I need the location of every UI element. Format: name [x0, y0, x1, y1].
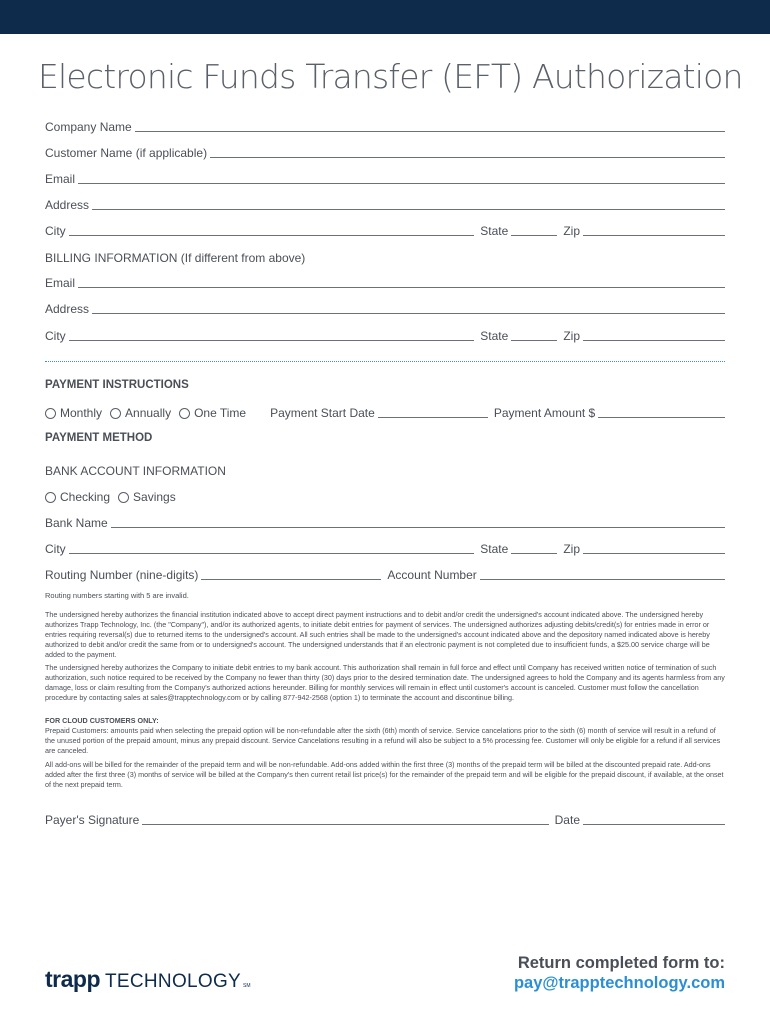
- bank-state-field[interactable]: [511, 553, 557, 554]
- bank-zip-field[interactable]: [583, 553, 725, 554]
- bank-account-heading: BANK ACCOUNT INFORMATION: [45, 464, 226, 478]
- trapp-technology-logo: [45, 966, 251, 993]
- customer-name-field[interactable]: [210, 157, 725, 158]
- return-label: Return completed form to:: [517, 954, 725, 972]
- company-name-field[interactable]: [135, 131, 725, 132]
- payer-signature-field[interactable]: [142, 824, 548, 825]
- radio-circle-icon: [45, 408, 56, 419]
- company-name-row: [45, 118, 725, 134]
- radio-checking-label: Checking: [60, 490, 111, 504]
- email-field[interactable]: [78, 183, 725, 184]
- radio-circle-icon: [118, 492, 129, 503]
- radio-circle-icon: [110, 408, 121, 419]
- billing-address-row: [45, 300, 725, 316]
- billing-email-label: Email: [45, 276, 76, 290]
- billing-state-label: State: [480, 329, 509, 343]
- billing-address-field[interactable]: [92, 313, 725, 314]
- city-field[interactable]: [69, 235, 475, 236]
- radio-savings[interactable]: [118, 490, 176, 504]
- logo-word-trapp: trapp: [45, 966, 100, 992]
- address-row: [45, 196, 725, 212]
- legal-paragraph-4: All add-ons will be billed for the remainder of the prepaid term and will be non-refundable. Add-ons added within the first three (3) months of the prepaid term will be billed at the discounted prepaid rate. Add-ons added after the first three (3) months of service will be billed at the Company's then current retail list price(s) for the remainder of the prepaid term and will be eligible for the prepaid discount, if available, at the onset of the next prepaid term.: [45, 760, 724, 789]
- state-label: State: [480, 224, 509, 238]
- bank-city-row: [45, 540, 725, 556]
- radio-annually-label: Annually: [125, 406, 172, 420]
- account-number-label: Account Number: [387, 568, 477, 582]
- address-label: Address: [45, 198, 90, 212]
- cloud-customers-heading: FOR CLOUD CUSTOMERS ONLY:: [45, 716, 159, 725]
- logo-service-mark: SM: [243, 983, 251, 989]
- zip-label: Zip: [563, 224, 580, 238]
- payment-start-date-label: Payment Start Date: [270, 406, 375, 420]
- address-field[interactable]: [92, 209, 725, 210]
- radio-circle-icon: [179, 408, 190, 419]
- radio-checking[interactable]: [45, 490, 110, 504]
- account-type-row: [45, 488, 725, 504]
- routing-note: Routing numbers starting with 5 are invalid.: [45, 591, 189, 600]
- payment-instructions-row: [45, 404, 725, 420]
- billing-email-field[interactable]: [78, 287, 725, 288]
- routing-number-field[interactable]: [201, 579, 381, 580]
- billing-state-field[interactable]: [511, 340, 557, 341]
- section-divider: [45, 361, 725, 362]
- company-name-label: Company Name: [45, 120, 132, 134]
- billing-address-label: Address: [45, 302, 90, 316]
- radio-one-time[interactable]: [179, 406, 246, 420]
- email-row: [45, 170, 725, 186]
- logo-word-technology: TECHNOLOGY: [105, 971, 242, 992]
- bank-zip-label: Zip: [563, 542, 580, 556]
- bank-state-label: State: [480, 542, 509, 556]
- bank-name-field[interactable]: [111, 527, 725, 528]
- payment-instructions-heading: PAYMENT INSTRUCTIONS: [45, 379, 189, 391]
- payer-signature-label: Payer's Signature: [45, 813, 140, 827]
- routing-number-label: Routing Number (nine-digits): [45, 568, 199, 582]
- legal-paragraph-1: The undersigned hereby authorizes the financial institution indicated above to accept direct payment instructions and to debit and/or credit the undersigned's account indicated above. The undersigned hereby authorizes Trapp Technology, Inc. (the "Company"), and/or its authorized agents, to initiate debit entries for payment of services. The undersigned authorizes adjusting debits/credit(s) for entries made in error or entries requiring reversal(s) due to returned items to the undersigned's account. All such entries shall be made to the undersigned's account indicated above and the depository named indicated above is hereby authorized to debit and/or credit the same from or to undersigned's account. The undersigned understands that if an electronic payment is not completed due to insufficient funds, a $25.00 service charge will be added to the payment.: [45, 610, 710, 659]
- account-number-field[interactable]: [480, 579, 725, 580]
- billing-city-label: City: [45, 329, 66, 343]
- payment-method-heading: PAYMENT METHOD: [45, 432, 153, 444]
- radio-monthly[interactable]: [45, 406, 102, 420]
- billing-zip-label: Zip: [563, 329, 580, 343]
- radio-circle-icon: [45, 492, 56, 503]
- date-field[interactable]: [583, 824, 725, 825]
- city-row: [45, 222, 725, 238]
- billing-email-row: [45, 274, 725, 290]
- legal-paragraph-2: The undersigned hereby authorizes the Company to initiate debit entries to my bank account. This authorization shall remain in full force and effect until Company has received written notice of termination of such authorization, such notice required to be received by the Company no fewer than thirty (30) days prior to the desired termination date. The undersigned agrees to hold the Company and its agents harmless from any damage, loss or claim resulting from the Company's authorized actions hereunder. Billing for monthly services will remain in effect until customer's account is canceled. Customer must follow the cancellation procedure by contacting sales at sales@trapptechnology.com or by calling 877-942-2568 (option 1) to terminate the account and discontinue billing.: [45, 663, 725, 702]
- radio-one-time-label: One Time: [194, 406, 247, 420]
- bank-name-row: [45, 514, 725, 530]
- bank-name-label: Bank Name: [45, 516, 108, 530]
- return-email-link[interactable]: pay@trapptechnology.com: [513, 974, 725, 992]
- city-label: City: [45, 224, 66, 238]
- payment-start-date-field[interactable]: [378, 417, 488, 418]
- date-label: Date: [554, 813, 580, 827]
- email-label: Email: [45, 172, 76, 186]
- billing-city-field[interactable]: [69, 340, 475, 341]
- radio-savings-label: Savings: [133, 490, 176, 504]
- signature-row: [45, 811, 725, 827]
- page-title: Electronic Funds Transfer (EFT) Authorization: [38, 57, 743, 96]
- billing-city-row: [45, 327, 725, 343]
- payment-amount-field[interactable]: [598, 417, 725, 418]
- bank-city-field[interactable]: [69, 553, 475, 554]
- radio-annually[interactable]: [110, 406, 171, 420]
- billing-zip-field[interactable]: [583, 340, 725, 341]
- legal-paragraph-3: Prepaid Customers: amounts paid when selecting the prepaid option will be non-refundable after the sixth (6th) month of service. Service cancelations prior to the sixth (6) month of service will result in a refund of the unused portion of the prepaid amount, minus any prepaid discount. Service Cancelations resulting in a refund will also be subject to a 5% processing fee. Customer will only be eligible for a refund if all services are canceled.: [45, 726, 721, 755]
- customer-name-label: Customer Name (if applicable): [45, 146, 208, 160]
- bank-city-label: City: [45, 542, 66, 556]
- customer-name-row: [45, 144, 725, 160]
- payment-amount-label: Payment Amount $: [493, 406, 596, 420]
- zip-field[interactable]: [583, 235, 725, 236]
- billing-heading: BILLING INFORMATION (If different from above): [45, 251, 306, 265]
- return-instructions: [514, 953, 725, 993]
- routing-account-row: [45, 566, 725, 582]
- radio-monthly-label: Monthly: [60, 406, 103, 420]
- header-bar: [0, 0, 770, 34]
- state-field[interactable]: [511, 235, 557, 236]
